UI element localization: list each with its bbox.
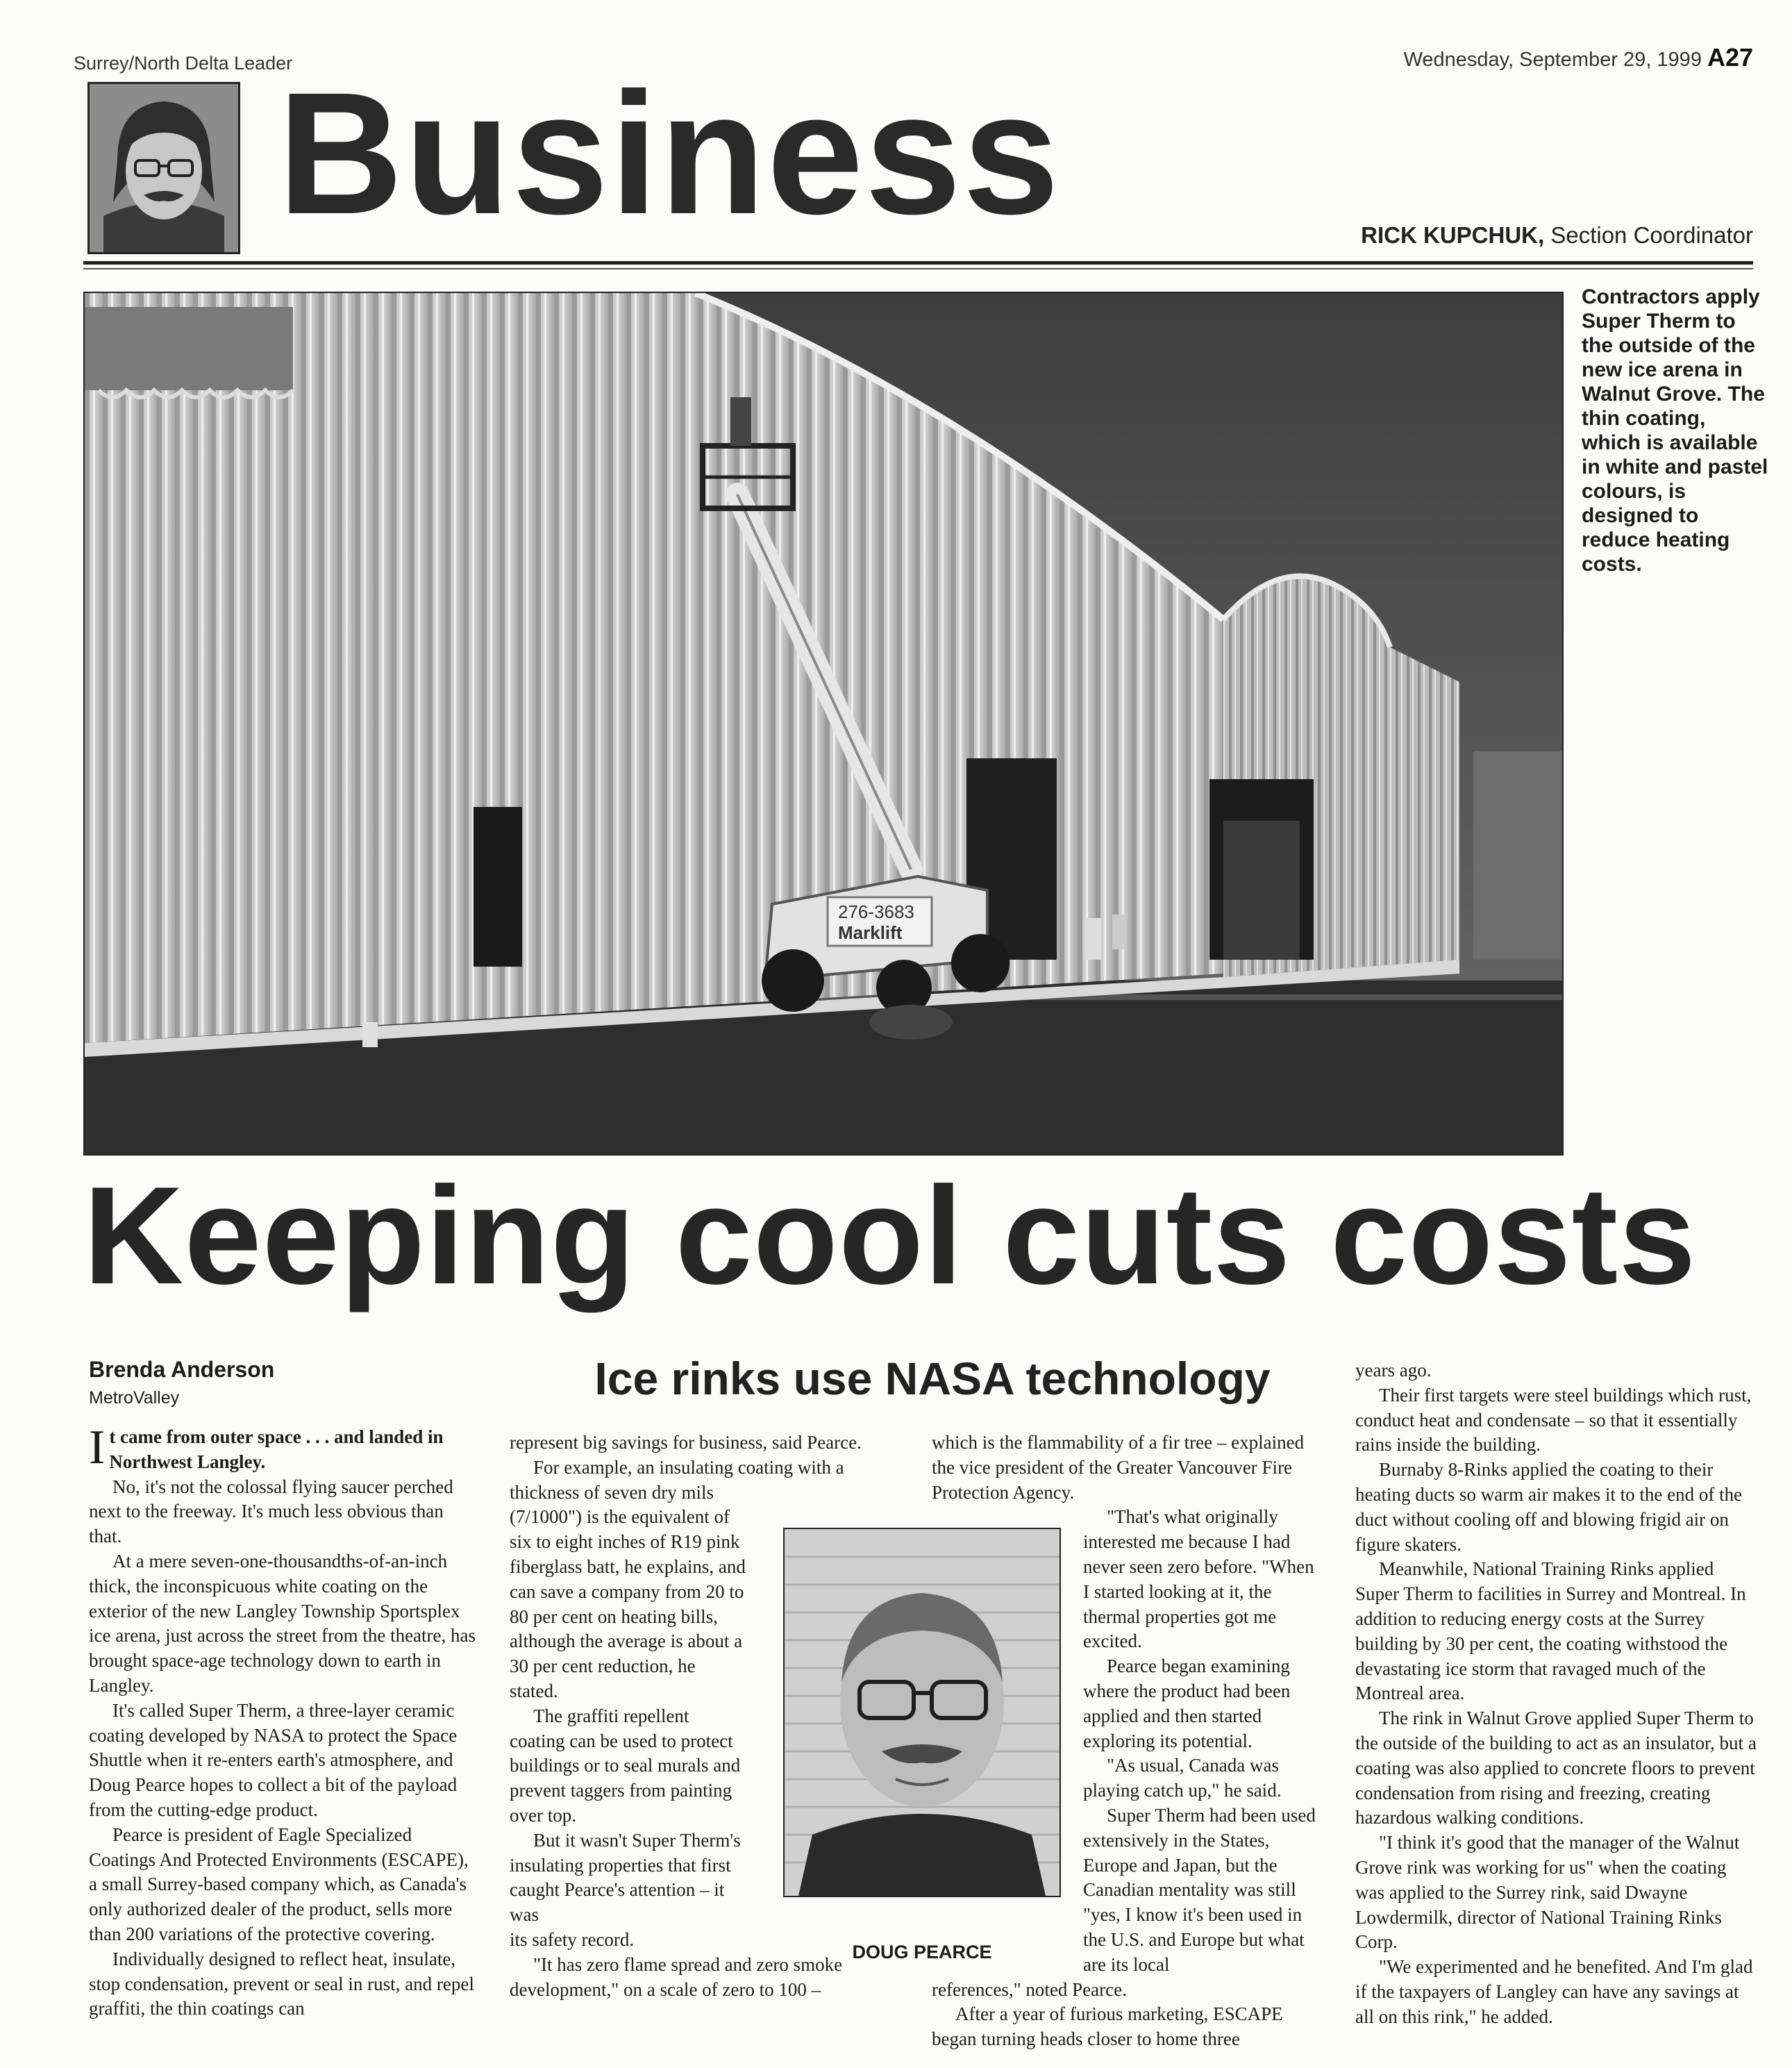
paragraph: years ago. (1355, 1360, 1432, 1381)
paragraph: No, it's not the colossal flying saucer perched next to the freeway. It's much less obvious than that. (89, 1476, 453, 1547)
lift-brand-text: Marklift (838, 922, 903, 943)
section-title: Business (278, 56, 1061, 250)
paragraph: its safety record. (510, 1928, 635, 1950)
header-rule (83, 261, 1753, 265)
paragraph: After a year of furious marketing, ESCAPE began turning heads closer to home three (932, 2003, 1283, 2050)
header-rule-thin (83, 268, 1753, 269)
article-column-1 (89, 1421, 476, 2021)
paragraph: Pearce is president of Eagle Specialized Coatings And Protected Environments (ESCAPE), a small Surrey-based company which, as Canada's only authorized dealer of the product, sells more than 200 variations of the protective covering. (89, 1824, 469, 1944)
subhead: Ice rinks use NASA technology (594, 1353, 1271, 1404)
paragraph: For example, an insulating coating with a (533, 1456, 844, 1478)
paragraph: Their first targets were steel buildings which rust, conduct heat and condensate – so that it essentially rains inside the building. (1355, 1384, 1752, 1456)
paragraph: The graffiti repellent coating can be used to protect buildings or to seal murals and prevent taggers from painting over top. (510, 1705, 741, 1826)
paragraph: The rink in Walnut Grove applied Super Therm to the outside of the building to act as an insulator, but a coating was also applied to concrete floors to prevent condensation from rising and freezing, creating hazardous walking conditions. (1355, 1708, 1757, 1828)
author-org: MetroValley (89, 1388, 180, 1408)
section-coordinator (1361, 222, 1753, 249)
paragraph: "We experimented and he benefited. And I'm glad if the taxpayers of Langley can have any savings at all on this rink," he added. (1355, 1956, 1753, 2027)
paper-name: Surrey/North Delta Leader (74, 53, 293, 74)
inset-photo-caption: DOUG PEARCE (852, 1942, 992, 1962)
paragraph: Super Therm had been used extensively in the States, Europe and Japan, but the Canadian mentality was still "yes, I know it's been used in the U.S. and Europe but what are its local (1083, 1804, 1316, 1975)
dateline (1404, 43, 1753, 72)
paragraph: It's called Super Therm, a three-layer ceramic coating developed by NASA to protect the Space Shuttle when it re-enters earth's atmosphere, and Doug Pearce hopes to collect a bit of the payload from the cutting-edge product. (89, 1699, 458, 1820)
photo-caption: Contractors apply Super Therm to the outside of the new ice arena in Walnut Grove. The thin coating, which is available in white and pastel colours, is designed to reduce heating costs. (1582, 285, 1768, 576)
wrap-around-photo (1083, 1505, 1316, 1977)
issue-date: Wednesday, September 29, 1999 (1403, 49, 1702, 71)
arena-photo (83, 292, 1564, 1156)
paragraph: thickness of seven dry mils (7/1000") is the equivalent of six to eight inches of R19 pink fiberglass batt, he explains, and can save a company from 20 to 80 per cent on heating bills, although the average is about a 30 per cent reduction, he stated. (510, 1481, 746, 1701)
paragraph: which is the flammability of a fir tree – explained the vice president of the Greater Vancouver Fire Protection Agency. (932, 1432, 1305, 1503)
doug-pearce-photo (783, 1528, 1061, 1897)
coordinator-portrait-photo (87, 82, 240, 254)
byline (89, 1357, 274, 1408)
lift-phone-text: 276-3683 (838, 901, 914, 922)
paragraph: "As usual, Canada was playing catch up," he said. (1083, 1755, 1282, 1801)
coordinator-name: RICK KUPCHUK, (1361, 222, 1545, 248)
paragraph: Pearce began examining where the product had been applied and then started exploring its potential. (1083, 1656, 1291, 1751)
paragraph: Meanwhile, National Training Rinks applied Super Therm to facilities in Surrey and Montreal. In addition to reducing energy costs at the Surrey building by 30 per cent, the coating withstood the devastating ice storm that ravaged much of the Montreal area. (1355, 1558, 1746, 1704)
wrap-around-photo (510, 1481, 748, 1928)
lead-text: t came from outer space . . . and landed in Northwest Langley. (109, 1426, 444, 1472)
headline: Keeping cool cuts costs (83, 1158, 1697, 1313)
paragraph: At a mere seven-one-thousandths-of-an-inch thick, the inconspicuous white coating on the exterior of the new Langley Township Sportsplex ice arena, just across the street from the theatre, has brought space-age technology down to earth in Langley. (89, 1550, 476, 1696)
paragraph: "That's what originally interested me because I had never seen zero before. "When I started looking at it, the thermal properties got me excited. (1083, 1506, 1314, 1652)
drop-cap: I (89, 1421, 106, 1474)
paragraph: Burnaby 8-Rinks applied the coating to their heating ducts so warm air makes it to the end of the duct without cooling off and blowing frigid air on figure skaters. (1355, 1459, 1743, 1555)
author-name: Brenda Anderson (89, 1357, 275, 1382)
paragraph: represent big savings for business, said Pearce. (510, 1432, 862, 1453)
article-column-4 (1355, 1358, 1757, 2030)
paragraph: "It has zero flame spread and zero smoke development," on a scale of zero to 100 – (510, 1953, 843, 2000)
paragraph: Individually designed to reflect heat, insulate, stop condensation, prevent or seal in rust, and repel graffiti, the thin coatings can (89, 1948, 474, 2019)
page-number: A27 (1707, 43, 1753, 72)
coordinator-role: Section Coordinator (1550, 222, 1753, 248)
lead-paragraph (89, 1421, 476, 1475)
paragraph: But it wasn't Super Therm's insulating properties that first caught Pearce's attention – it was (510, 1829, 741, 1926)
paragraph: references," noted Pearce. (932, 1978, 1127, 2000)
paragraph: "I think it's good that the manager of the Walnut Grove rink was working for us" when the coating was applied to the Surrey rink, said Dwayne Lowdermilk, director of National Training Rinks Corp. (1355, 1832, 1740, 1953)
